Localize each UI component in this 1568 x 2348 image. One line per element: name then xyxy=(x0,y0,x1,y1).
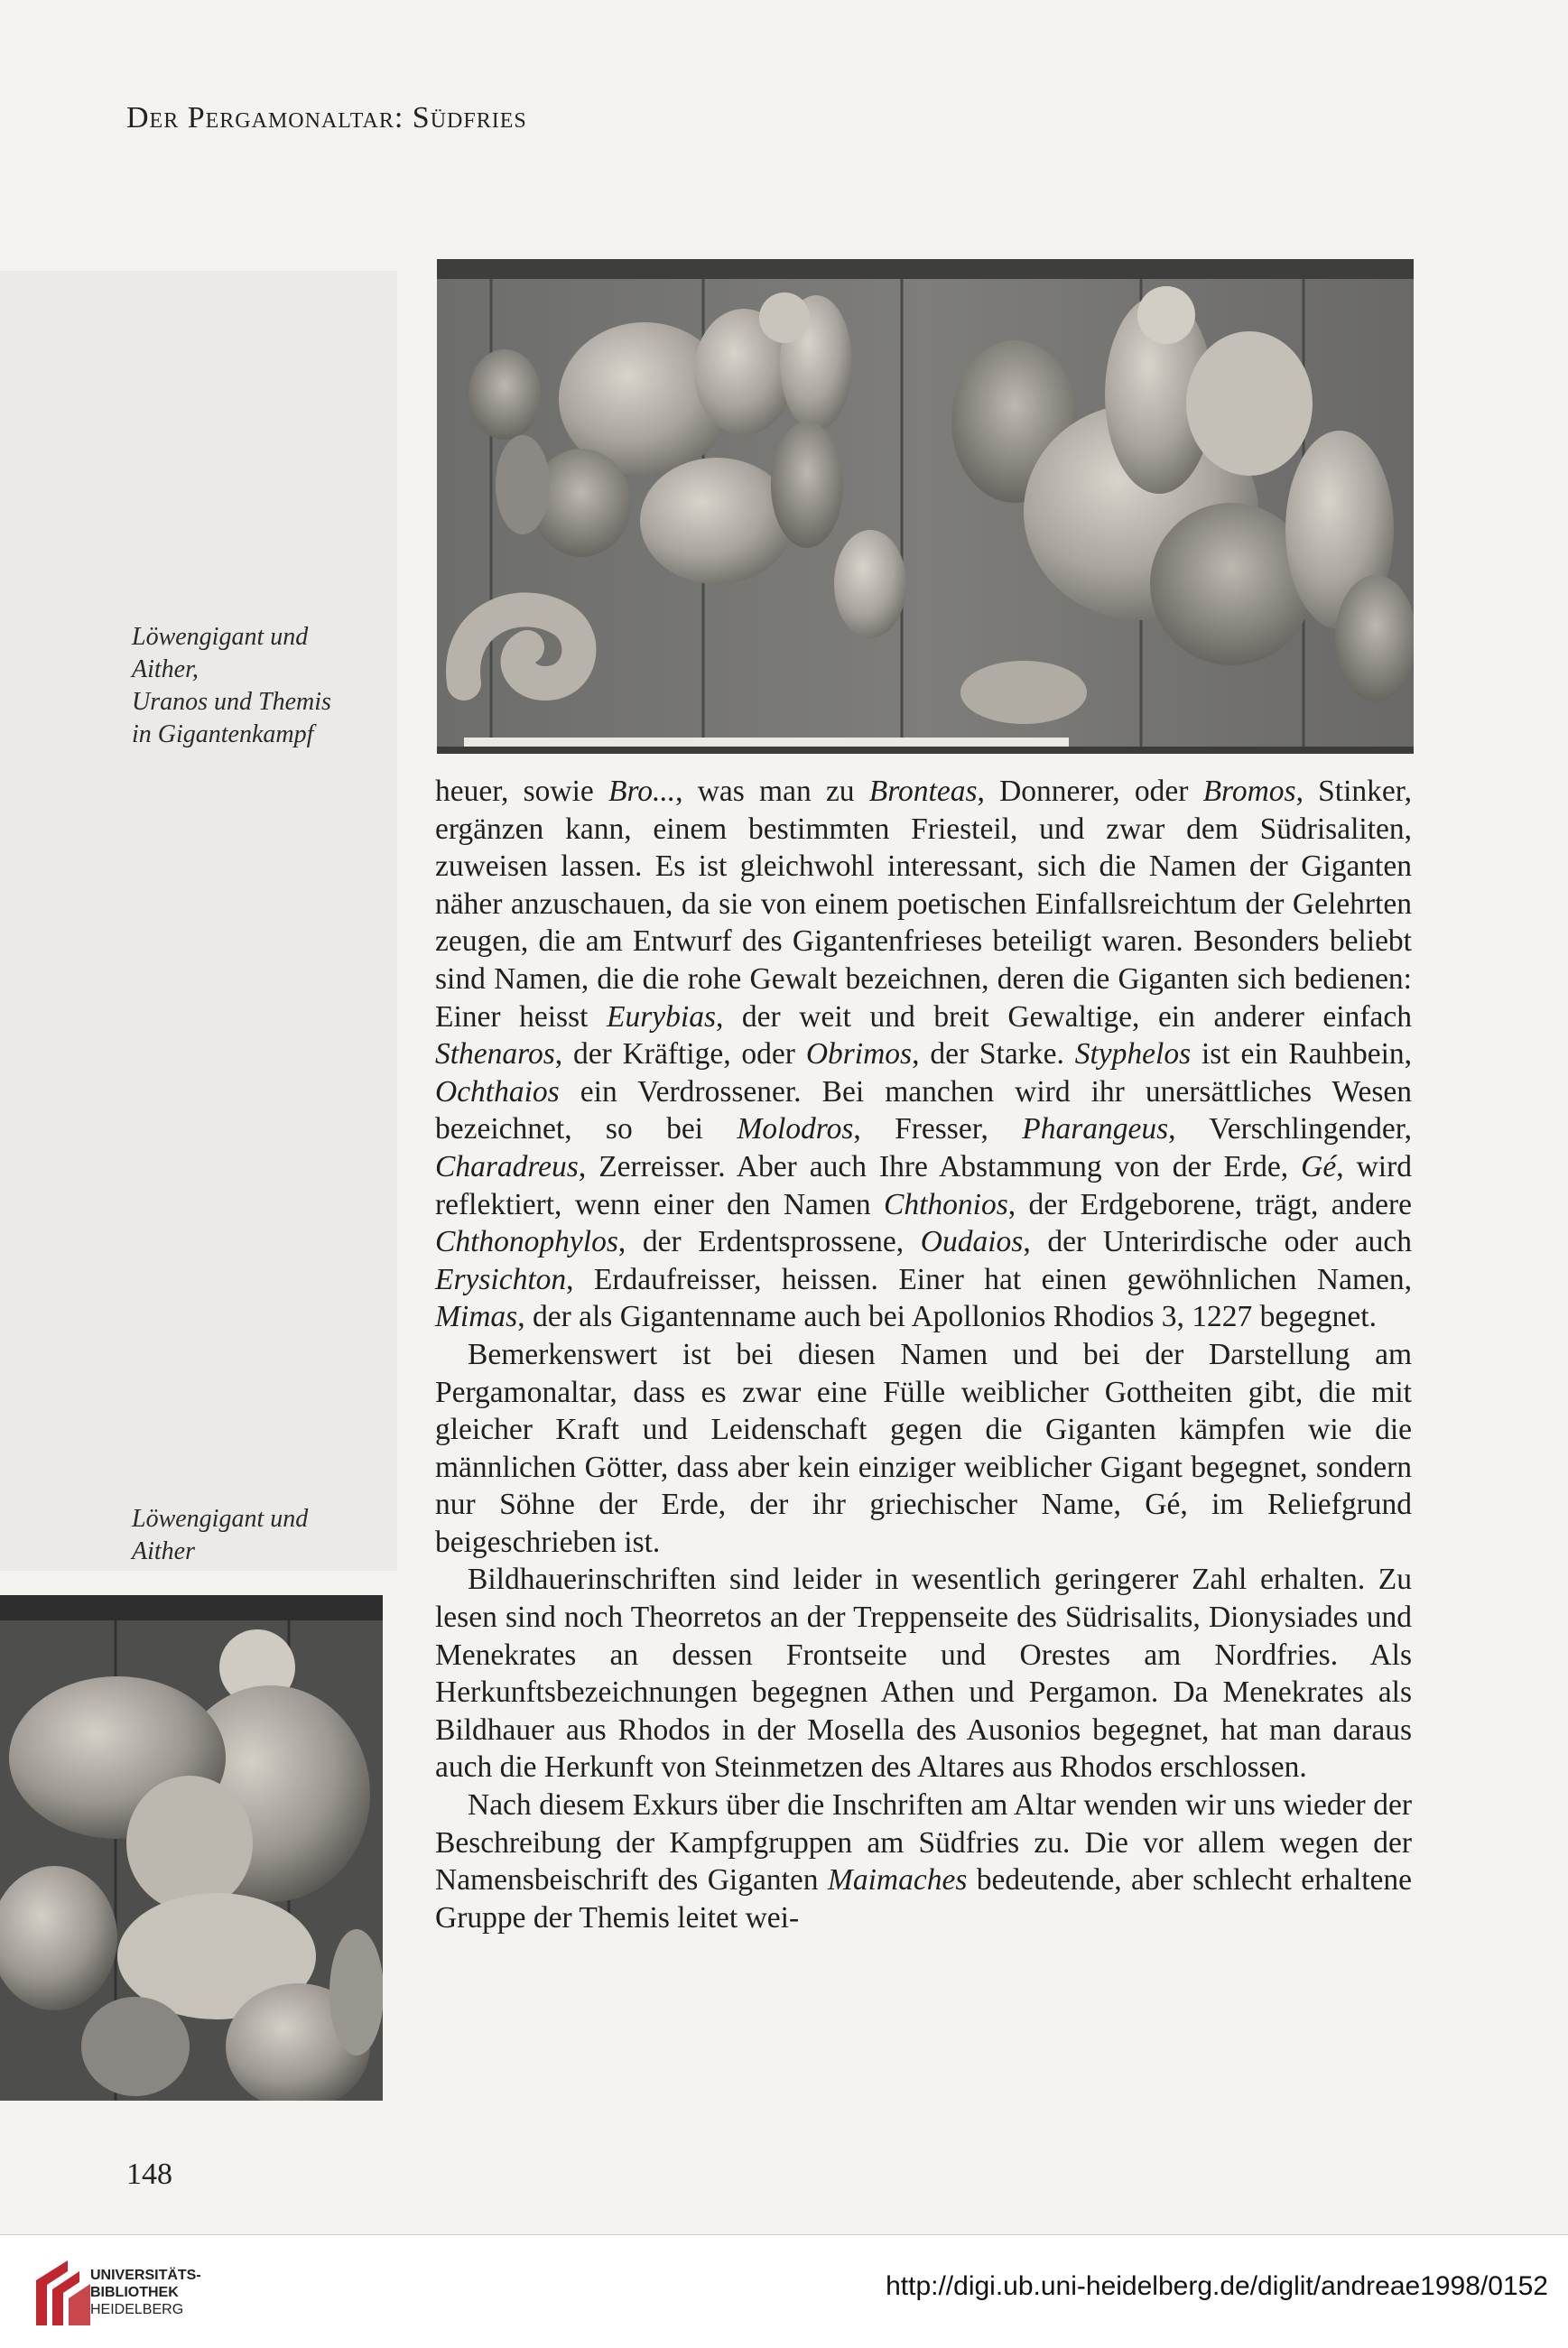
figure-caption-top xyxy=(132,621,331,751)
italic-name: Styphelos xyxy=(1074,1037,1192,1072)
italic-name: Maimaches xyxy=(827,1863,968,1898)
italic-name: Molodros xyxy=(737,1112,854,1146)
italic-name: Gé xyxy=(1301,1149,1337,1183)
caption-line: Aither, xyxy=(132,655,199,683)
relief-photo-uranos-themis xyxy=(437,259,1414,754)
italic-name: Mimas xyxy=(435,1300,518,1334)
relief-photo-lion-giant-aither xyxy=(0,1595,383,2101)
italic-name: Obrimos xyxy=(805,1037,913,1072)
document-url-link[interactable]: http://digi.ub.uni-heidelberg.de/diglit/andreae1998/0152 xyxy=(886,2271,1548,2301)
running-head: Der Pergamonaltar: Südfries xyxy=(126,101,527,135)
italic-name: Bro... xyxy=(608,775,676,808)
caption-line: in Gigantenkampf xyxy=(132,720,314,748)
margin-shade xyxy=(0,271,397,1571)
paragraph-4: Nach diesem Exkurs über die Inschriften am Altar wenden wir uns wieder der Beschreibung der Kampfgruppen am Südfries zu. Die vor allem wegen der Namensbeischrift des Giganten Maimaches bedeutende, aber schlecht erhaltene Gruppe der Themis leitet wei- xyxy=(435,1788,1412,1935)
relief-photo-image xyxy=(437,259,1414,754)
italic-name: Ochthaios xyxy=(435,1074,560,1109)
library-name-line: BIBLIOTHEK xyxy=(90,2285,179,2300)
italic-name: Charadreus xyxy=(435,1149,579,1183)
paragraph-3: Bildhauerinschriften sind leider in wesentlich geringerer Zahl erhalten. Zu lesen sind noch Theorretos an der Treppenseite des Südrisalits, Dionysiades und Menekrates an dessen Frontseite und Orestes am Nordfries. Als Herkunftsbezeichnungen begegnen Athen und Pergamon. Da Menekrates als Bildhauer aus Rhodos in der Mosella des Ausonios begegnet, hat man daraus auch die Herkunft von Steinmetzen des Altares aus Rhodos erschlossen. xyxy=(435,1563,1412,1785)
figure-caption-side xyxy=(132,1503,308,1568)
viewer-footer xyxy=(0,2234,1568,2348)
italic-name: Chthonophylos xyxy=(435,1225,618,1259)
caption-line: Uranos und Themis xyxy=(132,688,331,716)
italic-name: Eurybias xyxy=(607,999,716,1034)
library-logo-icon xyxy=(27,2253,99,2334)
library-name-line: HEIDELBERG xyxy=(90,2302,184,2317)
caption-line: Löwengigant und xyxy=(132,1505,309,1533)
relief-photo-image xyxy=(0,1595,383,2101)
library-name xyxy=(90,2267,201,2318)
paragraph-1: heuer, sowie Bro..., was man zu Bronteas, Donnerer, oder Bromos, Stinker, ergänzen kann, einem bestimmten Friesteil, und zwar dem Südrisaliten, zuweisen lassen. Es ist gleichwohl interessant, sich die Namen der Giganten näher anzuschauen, da sie von einem poetischen Einfallsreichtum der Gelehrten zeugen, die am Entwurf des Gigantenfrieses beteiligt waren. Besonders beliebt sind Namen, die die rohe Gewalt bezeichnen, deren die Giganten sich bedienen: Einer heisst Eurybias, der weit und breit Gewaltige, ein anderer einfach Sthenaros, der Kräftige, oder Obrimos, der Starke. Styphelos ist ein Rauhbein, Ochthaios ein Verdrossener. Bei manchen wird ihr unersättliches Wesen bezeichnet, so bei Molodros, Fresser, Pharangeus, Verschlingender, Charadreus, Zerreisser. Aber auch Ihre Abstammung von der Erde, Gé, wird reflektiert, wenn einer den Namen Chthonios, der Erdgeborene, trägt, andere Chthonophylos, der Erdentsprossene, Oudaios, der Unterirdische oder auch Erysichton, Erdaufreisser, heissen. Einer hat einen gewöhnlichen Namen, Mimas, der als Gigantenname auch bei Apollonios Rhodios 3, 1227 begegnet. xyxy=(435,775,1413,1334)
italic-name: Erysichton xyxy=(435,1262,567,1296)
italic-name: Sthenaros xyxy=(435,1037,555,1072)
italic-name: Chthonios xyxy=(884,1187,1008,1221)
caption-line: Aither xyxy=(132,1537,195,1565)
body-text xyxy=(435,773,1412,1936)
caption-line: Löwengigant und xyxy=(132,623,309,651)
italic-name: Oudaios xyxy=(920,1225,1024,1259)
page-number: 148 xyxy=(126,2158,172,2191)
italic-name: Bromos xyxy=(1202,775,1296,808)
italic-name: Pharangeus xyxy=(1022,1112,1169,1146)
paragraph-2: Bemerkenswert ist bei diesen Namen und bei der Darstellung am Pergamonaltar, dass es zwar eine Fülle weiblicher Gottheiten gibt, die mit gleicher Kraft und Leidenschaft gegen die Giganten kämpfen wie die männlichen Götter, dass aber kein einziger weiblicher Gigant begegnet, sondern nur Söhne der Erde, der ihr griechischer Name, Gé, im Reliefgrund beigeschrieben ist. xyxy=(435,1337,1412,1559)
italic-name: Bronteas xyxy=(868,775,978,808)
library-name-line: UNIVERSITÄTS- xyxy=(90,2268,201,2283)
